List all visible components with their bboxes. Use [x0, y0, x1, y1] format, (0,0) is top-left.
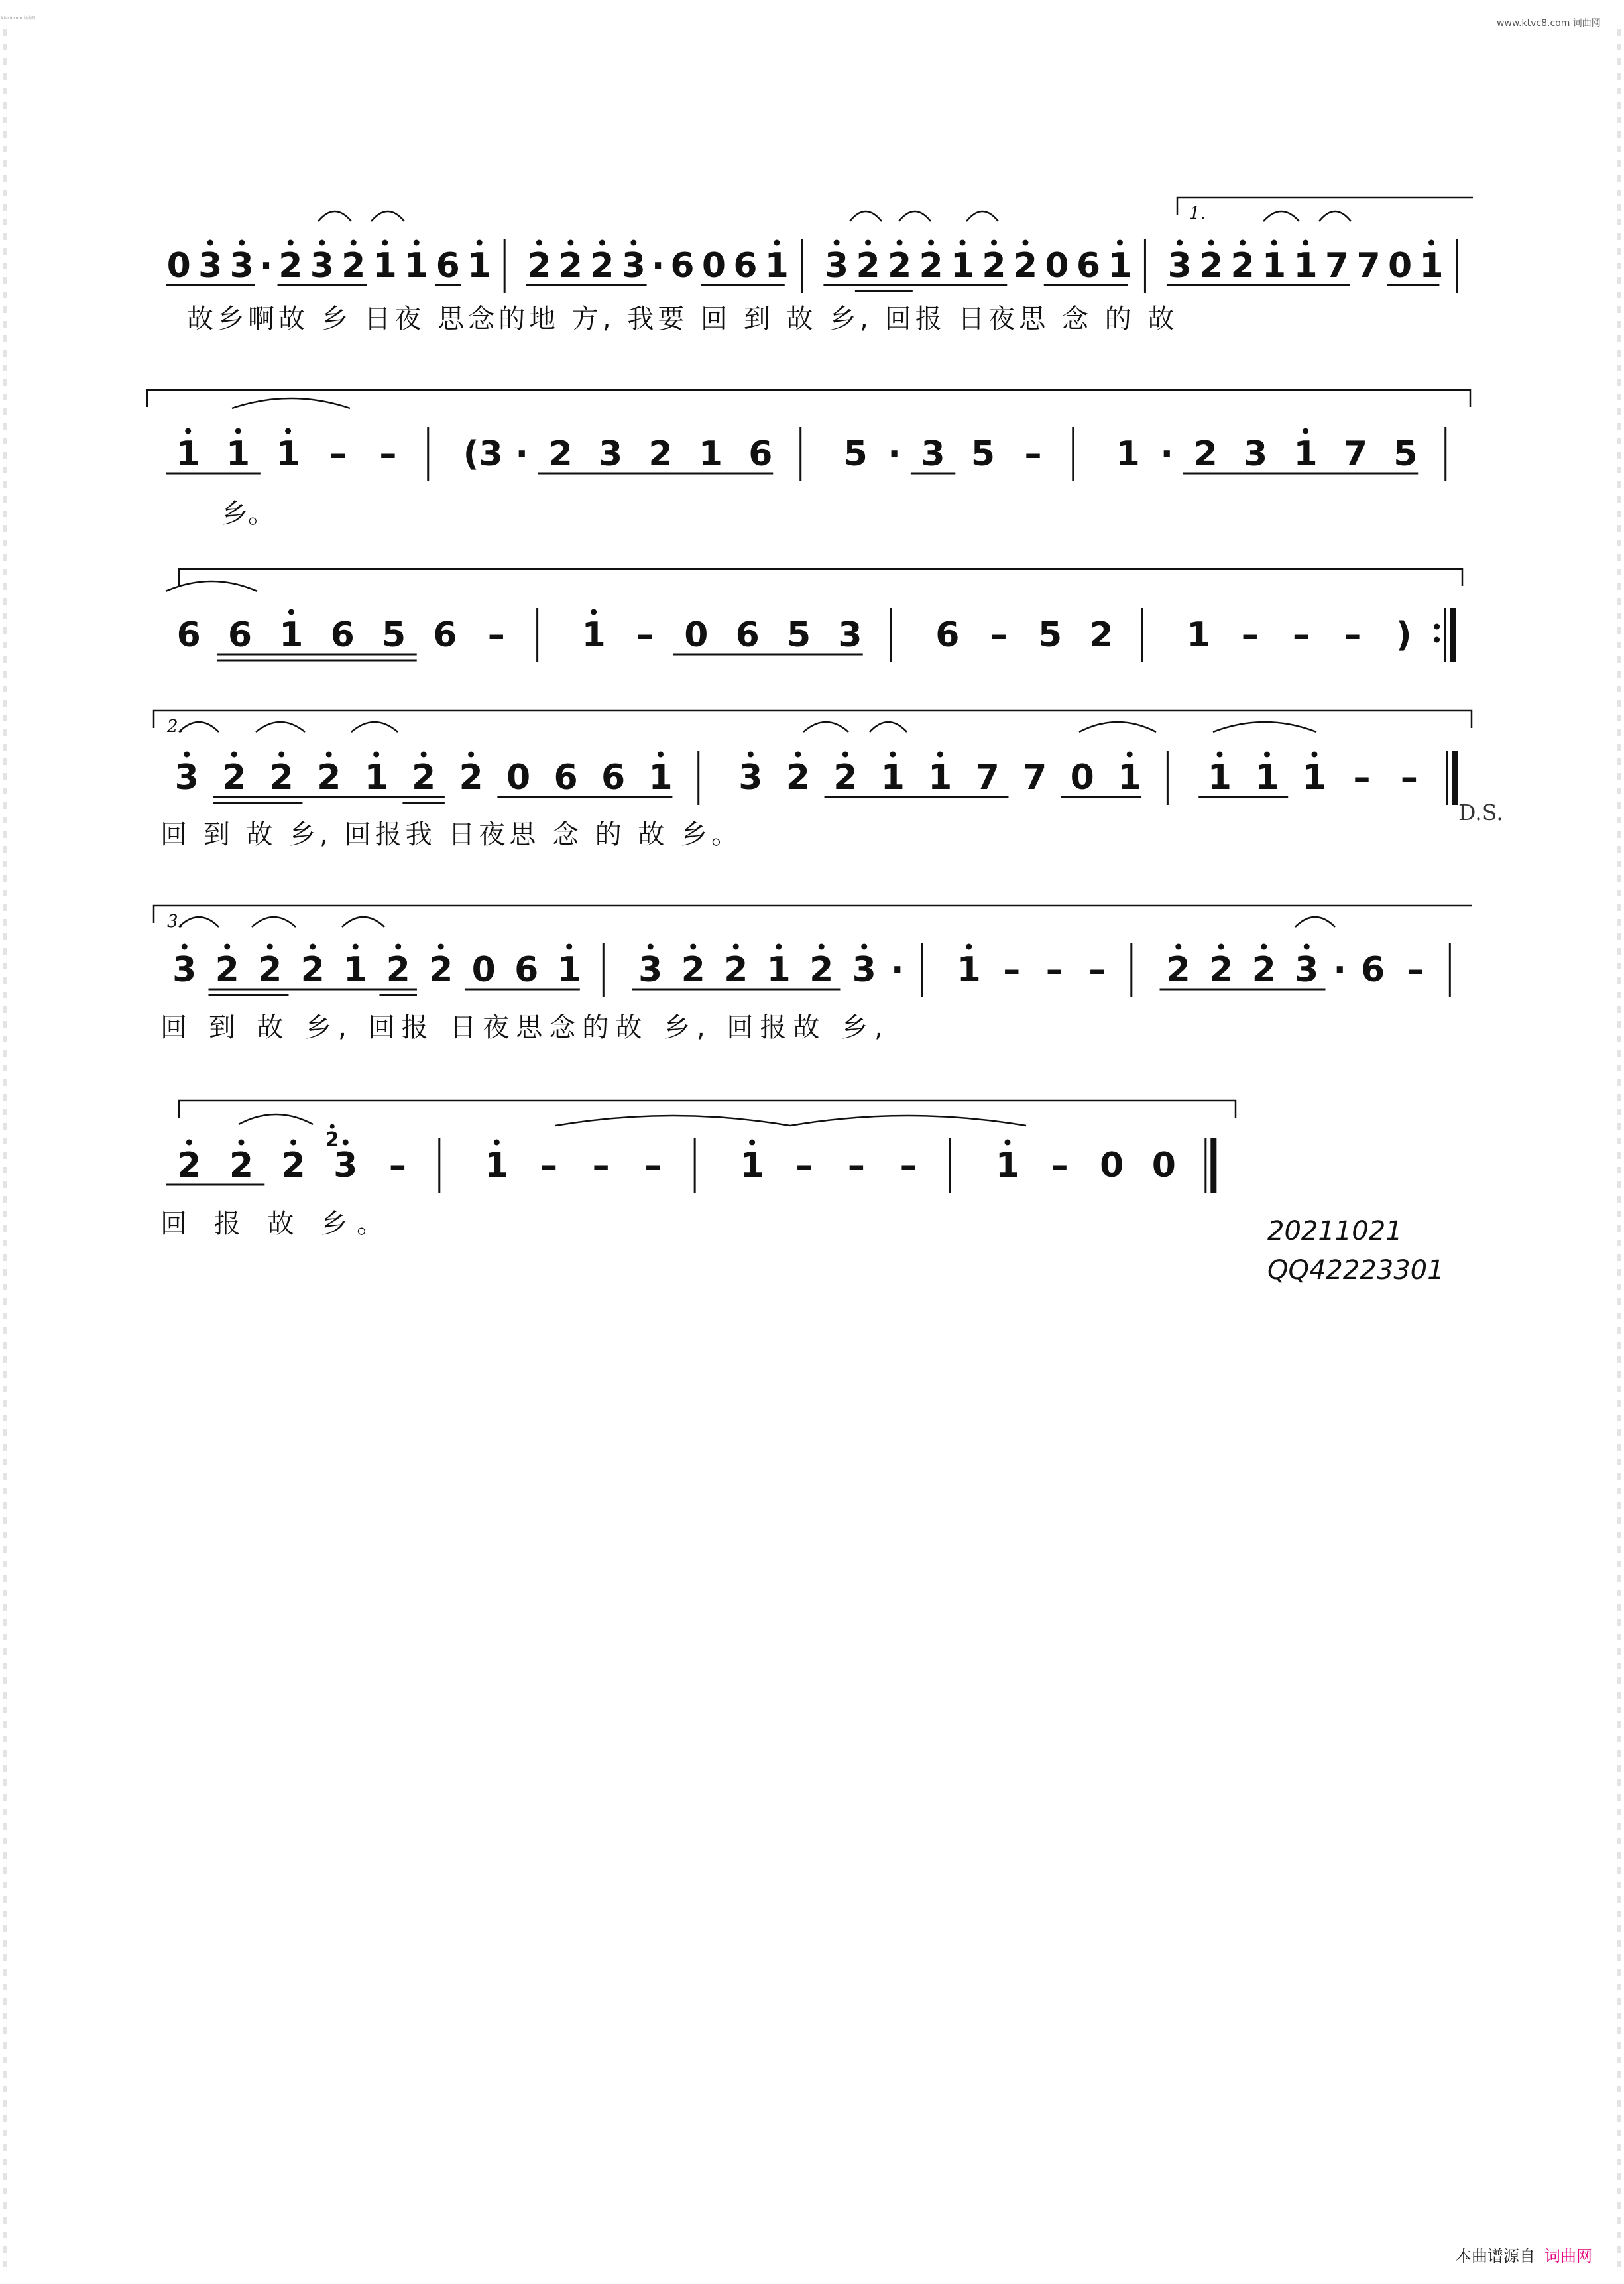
high-octave-dot: [1304, 944, 1310, 950]
note-digit: 1: [1262, 246, 1287, 286]
note-digit: 7: [975, 758, 1000, 798]
note-digit: 1: [226, 434, 251, 474]
lyric-line-4: 回 到 故 乡, 回报我 日夜思 念 的 故 乡。: [160, 819, 742, 850]
note-digit: 2: [809, 950, 834, 990]
note-digit: 1: [373, 246, 397, 286]
note-digit: 3: [1244, 434, 1268, 474]
note-digit: 2: [833, 758, 858, 798]
note-digit: 1: [1293, 434, 1318, 474]
note-digit: 1: [764, 246, 789, 286]
note-digit: 2: [1013, 246, 1038, 286]
high-octave-dot: [937, 752, 943, 758]
note-digit: 2: [1193, 434, 1218, 474]
note-digit: 2: [278, 246, 303, 286]
high-octave-dot: [1428, 240, 1434, 246]
lyric-line-5: 回 到 故 乡, 回报 日夜思念的故 乡, 回报故 乡,: [160, 1012, 890, 1043]
note-digit: 1: [467, 246, 492, 286]
high-octave-dot: [1127, 752, 1133, 758]
note-digit: –: [644, 1146, 662, 1185]
note-digit: 1: [404, 246, 429, 286]
note-digit: 2: [1230, 246, 1255, 286]
note-digit: 6: [435, 246, 460, 286]
note-digit: –: [329, 434, 347, 474]
slur-arc: [239, 1114, 313, 1124]
note-digit: 0: [684, 615, 709, 655]
note-digit: –: [1088, 950, 1106, 990]
slur-arc: [232, 398, 350, 408]
note-digit: 6: [330, 615, 355, 655]
note-digit: 3: [621, 246, 646, 286]
note-digit: 3: [738, 758, 763, 798]
high-octave-dot: [928, 240, 934, 246]
note-digit: 2: [982, 246, 1006, 286]
note-digit: 2: [386, 950, 410, 990]
note-digit: 3: [1167, 246, 1192, 286]
high-octave-dot: [267, 944, 273, 950]
footer-brand-link[interactable]: 词曲网: [1544, 2247, 1592, 2265]
note-digit: 1: [557, 950, 581, 990]
note-digit: 2: [281, 1146, 306, 1185]
high-octave-dot: [865, 240, 871, 246]
note-digit: 3: [310, 246, 334, 286]
note-digit: 1: [766, 950, 791, 990]
slur-arc: [850, 211, 882, 221]
note-digit: 2: [527, 246, 551, 286]
note-digit: 1: [950, 246, 975, 286]
note-digit: 6: [514, 950, 539, 990]
note-digit: 1: [740, 1146, 764, 1185]
note-digit: 1: [1293, 246, 1318, 286]
note-digit: –: [1241, 615, 1259, 655]
note-digit: 6: [433, 615, 457, 655]
high-octave-dot: [438, 944, 444, 950]
high-octave-dot: [310, 944, 316, 950]
high-octave-dot: [1303, 428, 1308, 434]
note-digit: 7: [1343, 434, 1368, 474]
note-digit: 0: [471, 950, 496, 990]
high-octave-dot: [795, 752, 801, 758]
high-octave-dot: [749, 1140, 755, 1146]
high-octave-dot: [591, 609, 597, 615]
note-digit: (3: [463, 434, 503, 474]
note-digit: 2: [269, 758, 294, 798]
note-digit: 2: [229, 1146, 254, 1185]
high-octave-dot: [288, 240, 294, 246]
note-digit: 1: [1116, 434, 1140, 474]
high-octave-dot: [1177, 240, 1183, 246]
high-octave-dot: [288, 609, 294, 615]
note-digit: 2: [429, 950, 453, 990]
slur-arc: [1263, 211, 1299, 221]
volta-label: 1.: [1189, 204, 1206, 223]
note-digit: 6: [748, 434, 773, 474]
volta-label: 2.: [167, 717, 184, 737]
note-digit: ·: [1333, 950, 1347, 990]
slur-arc: [1319, 211, 1351, 221]
note-digit: 2: [1199, 246, 1224, 286]
note-digit: –: [1400, 758, 1418, 798]
volta-bracket: [1177, 198, 1473, 215]
note-digit: 1: [1118, 758, 1142, 798]
note-digit: 6: [1361, 950, 1385, 990]
note-digit: ): [1395, 615, 1412, 655]
note-digit: –: [1353, 758, 1371, 798]
note-digit: 0: [1100, 1146, 1124, 1185]
note-digit: 2: [215, 950, 239, 990]
high-octave-dot: [1261, 944, 1267, 950]
high-octave-dot: [748, 752, 754, 758]
high-octave-dot: [278, 752, 284, 758]
note-digit: 2: [1089, 615, 1114, 655]
note-digit: 2: [177, 1146, 202, 1185]
note-digit: 1: [1419, 246, 1444, 286]
high-octave-dot: [1217, 752, 1223, 758]
slur-arc: [252, 917, 296, 927]
note-digit: 2: [558, 246, 583, 286]
note-digit: 3: [825, 246, 849, 286]
note-digit: 5: [1037, 615, 1063, 655]
note-digit: ·: [515, 434, 529, 474]
note-digit: 1: [485, 1146, 509, 1185]
note-digit: 2: [856, 246, 880, 286]
note-digit: –: [1051, 1146, 1069, 1185]
note-digit: 6: [1076, 246, 1101, 286]
note-digit: 1: [880, 758, 905, 798]
high-octave-dot: [186, 1140, 192, 1146]
note-digit: 6: [601, 758, 626, 798]
high-octave-dot: [353, 944, 359, 950]
high-octave-dot: [184, 752, 190, 758]
note-digit: 6: [670, 246, 695, 286]
note-digit: 5: [970, 434, 996, 474]
note-digit: 1: [957, 950, 981, 990]
note-digit: 2: [1251, 950, 1276, 990]
repeat-dot: [1434, 637, 1440, 643]
lyric-line-1: 故乡啊故 乡 日夜 思念的地 方, 我要 回 到 故 乡, 回报 日夜思 念 的 故: [187, 304, 1179, 334]
note-digit: 1: [279, 615, 304, 655]
high-octave-dot: [494, 1140, 500, 1146]
high-octave-dot: [1208, 240, 1214, 246]
high-octave-dot: [1311, 752, 1317, 758]
note-digit: 3: [333, 1146, 358, 1185]
note-digit: 2: [317, 758, 341, 798]
note-digit: 0: [1387, 246, 1413, 286]
note-digit: ·: [259, 246, 273, 286]
note-digit: 1: [1255, 758, 1279, 798]
note-digit: 2: [459, 758, 483, 798]
note-digit: –: [379, 434, 397, 474]
note-digit: 2: [341, 246, 366, 286]
note-digit: 2: [590, 246, 614, 286]
note-digit: 1: [581, 615, 606, 655]
note-digit: 2: [648, 434, 673, 474]
high-octave-dot: [290, 1140, 296, 1146]
note-digit: 5: [381, 615, 406, 655]
note-digit: –: [388, 1146, 406, 1185]
high-octave-dot: [231, 752, 237, 758]
high-octave-dot: [235, 428, 241, 434]
high-octave-dot: [819, 944, 825, 950]
high-octave-dot: [567, 240, 573, 246]
volta-bracket: [179, 1101, 1236, 1118]
slur-arc: [870, 722, 907, 732]
note-digit: 1: [648, 758, 673, 798]
slur-arc: [966, 211, 998, 221]
note-digit: ·: [1160, 434, 1174, 474]
slur-arc: [803, 722, 848, 732]
note-digit: 3: [1295, 950, 1319, 990]
slur-arc: [1295, 917, 1335, 927]
note-digit: 2: [412, 758, 436, 798]
high-octave-dot: [477, 240, 483, 246]
note-digit: 1: [995, 1146, 1020, 1185]
high-octave-dot: [774, 240, 780, 246]
note-digit: –: [1344, 615, 1362, 655]
high-octave-dot: [382, 240, 388, 246]
note-digit: 5: [843, 434, 868, 474]
note-digit: –: [990, 615, 1008, 655]
high-octave-dot: [468, 752, 474, 758]
note-digit: 0: [166, 246, 191, 286]
high-octave-dot: [1004, 1140, 1010, 1146]
high-octave-dot: [319, 240, 325, 246]
high-octave-dot: [566, 944, 572, 950]
note-digit: 3: [198, 246, 223, 286]
note-digit: 2: [548, 434, 573, 474]
high-octave-dot: [1240, 240, 1246, 246]
high-octave-dot: [960, 240, 966, 246]
note-digit: 6: [553, 758, 578, 798]
note-digit: 1: [276, 434, 300, 474]
note-digit: –: [899, 1146, 917, 1185]
high-octave-dot: [890, 752, 896, 758]
high-octave-dot: [648, 944, 654, 950]
note-digit: 2: [919, 246, 943, 286]
note-digit: 6: [935, 615, 960, 655]
slur-arc: [790, 1116, 1026, 1126]
high-octave-dot: [690, 944, 696, 950]
note-digit: 6: [227, 615, 253, 655]
slur-arc: [179, 917, 219, 927]
volta-bracket: [147, 390, 1470, 407]
high-octave-dot: [285, 428, 291, 434]
credit-qq: QQ42223301: [1267, 1255, 1444, 1286]
note-digit: 5: [1393, 434, 1418, 474]
slur-arc: [899, 211, 931, 221]
note-digit: 7: [1356, 246, 1381, 286]
note-digit: 2: [1209, 950, 1234, 990]
note-digit: 3: [638, 950, 663, 990]
slur-arc: [371, 211, 404, 221]
note-digit: 2: [222, 758, 247, 798]
high-octave-dot: [658, 752, 664, 758]
note-digit: 1: [1302, 758, 1327, 798]
note-digit: ·: [651, 246, 665, 286]
high-octave-dot: [351, 240, 357, 246]
note-digit: 2: [681, 950, 705, 990]
volta-bracket: [179, 569, 1462, 586]
note-digit: –: [592, 1146, 610, 1185]
note-digit: 7: [1023, 758, 1047, 798]
high-octave-dot: [207, 240, 213, 246]
note-digit: –: [1293, 615, 1310, 655]
high-octave-dot: [343, 1140, 349, 1146]
note-digit: 6: [733, 246, 758, 286]
note-digit: 7: [1324, 246, 1350, 286]
note-digit: 5: [786, 615, 811, 655]
note-digit: –: [487, 615, 505, 655]
note-digit: –: [1407, 950, 1424, 990]
note-digit: 1: [176, 434, 200, 474]
note-digit: –: [847, 1146, 865, 1185]
high-octave-dot: [182, 944, 188, 950]
high-octave-dot: [861, 944, 867, 950]
high-octave-dot: [238, 1140, 244, 1146]
note-digit: 3: [598, 434, 623, 474]
note-digit: 0: [701, 246, 726, 286]
note-digit: 1: [1108, 246, 1132, 286]
high-octave-dot: [421, 752, 427, 758]
note-digit: 1: [928, 758, 953, 798]
high-octave-dot: [1117, 240, 1123, 246]
lyric-line-6: 回 报 故 乡。: [160, 1209, 393, 1239]
slur-arc: [1079, 722, 1156, 732]
note-digit: 0: [1070, 758, 1094, 798]
note-digit: 2: [887, 246, 912, 286]
high-octave-dot: [536, 240, 542, 246]
high-octave-dot: [966, 944, 972, 950]
high-octave-dot: [599, 240, 605, 246]
tiny-watermark-text: ktvc8.com 词曲网: [1, 16, 36, 21]
note-digit: 1: [364, 758, 388, 798]
high-octave-dot: [733, 944, 739, 950]
note-digit: 1: [343, 950, 368, 990]
high-octave-dot: [1303, 240, 1308, 246]
note-digit: 3: [172, 950, 197, 990]
note-digit: 0: [506, 758, 531, 798]
note-digit: 1: [698, 434, 723, 474]
ds-marking: D.S.: [1458, 800, 1503, 825]
note-digit: 0: [1151, 1146, 1176, 1185]
note-digit: –: [540, 1146, 557, 1185]
high-octave-dot: [414, 240, 420, 246]
high-octave-dot: [326, 752, 332, 758]
note-digit: 2: [785, 758, 810, 798]
high-octave-dot: [1175, 944, 1181, 950]
high-octave-dot: [239, 240, 245, 246]
slur-arc: [555, 1116, 790, 1126]
high-octave-dot: [897, 240, 903, 246]
note-digit: ·: [888, 434, 901, 474]
slur-arc: [351, 722, 398, 732]
high-octave-dot: [776, 944, 782, 950]
volta-label: 3.: [167, 912, 184, 932]
note-digit: –: [1003, 950, 1021, 990]
note-digit: 1: [1207, 758, 1232, 798]
note-digit: 3: [174, 758, 199, 798]
high-octave-dot: [991, 240, 997, 246]
note-digit: 3: [921, 434, 945, 474]
slur-arc: [256, 722, 305, 732]
lyric-line-2: 乡。: [221, 499, 274, 529]
slur-arc: [179, 722, 219, 732]
note-digit: ·: [890, 950, 904, 990]
credit-date: 20211021: [1267, 1216, 1403, 1246]
high-octave-dot: [373, 752, 379, 758]
note-digit: 6: [735, 615, 760, 655]
note-digit: 2: [1166, 950, 1190, 990]
note-digit: 3: [838, 615, 862, 655]
note-digit: 0: [1045, 246, 1069, 286]
high-octave-dot: [1218, 944, 1224, 950]
note-digit: –: [795, 1146, 813, 1185]
note-digit: –: [636, 615, 654, 655]
note-digit: –: [1045, 950, 1063, 990]
high-octave-dot: [630, 240, 636, 246]
repeat-dot: [1434, 624, 1440, 630]
slur-arc: [318, 211, 351, 221]
note-digit: 2: [724, 950, 748, 990]
footer-source-text: 本曲谱源自: [1456, 2247, 1535, 2265]
grace-note: 2: [325, 1128, 339, 1152]
note-digit: –: [1024, 434, 1042, 474]
note-digit: 2: [258, 950, 282, 990]
high-octave-dot: [1264, 752, 1270, 758]
note-digit: 6: [176, 615, 201, 655]
high-octave-dot: [1271, 240, 1277, 246]
high-octave-dot: [1023, 240, 1029, 246]
note-digit: 1: [1187, 615, 1211, 655]
note-digit: 3: [229, 246, 254, 286]
high-octave-dot: [395, 944, 401, 950]
slur-arc: [1213, 722, 1316, 732]
high-octave-dot: [224, 944, 230, 950]
site-url-header[interactable]: www.ktvc8.com 词曲网: [1497, 18, 1601, 29]
grace-note-dot: [330, 1124, 335, 1129]
note-digit: 3: [852, 950, 876, 990]
high-octave-dot: [185, 428, 191, 434]
high-octave-dot: [834, 240, 840, 246]
high-octave-dot: [842, 752, 848, 758]
slur-arc: [342, 917, 384, 927]
note-digit: 2: [300, 950, 325, 990]
